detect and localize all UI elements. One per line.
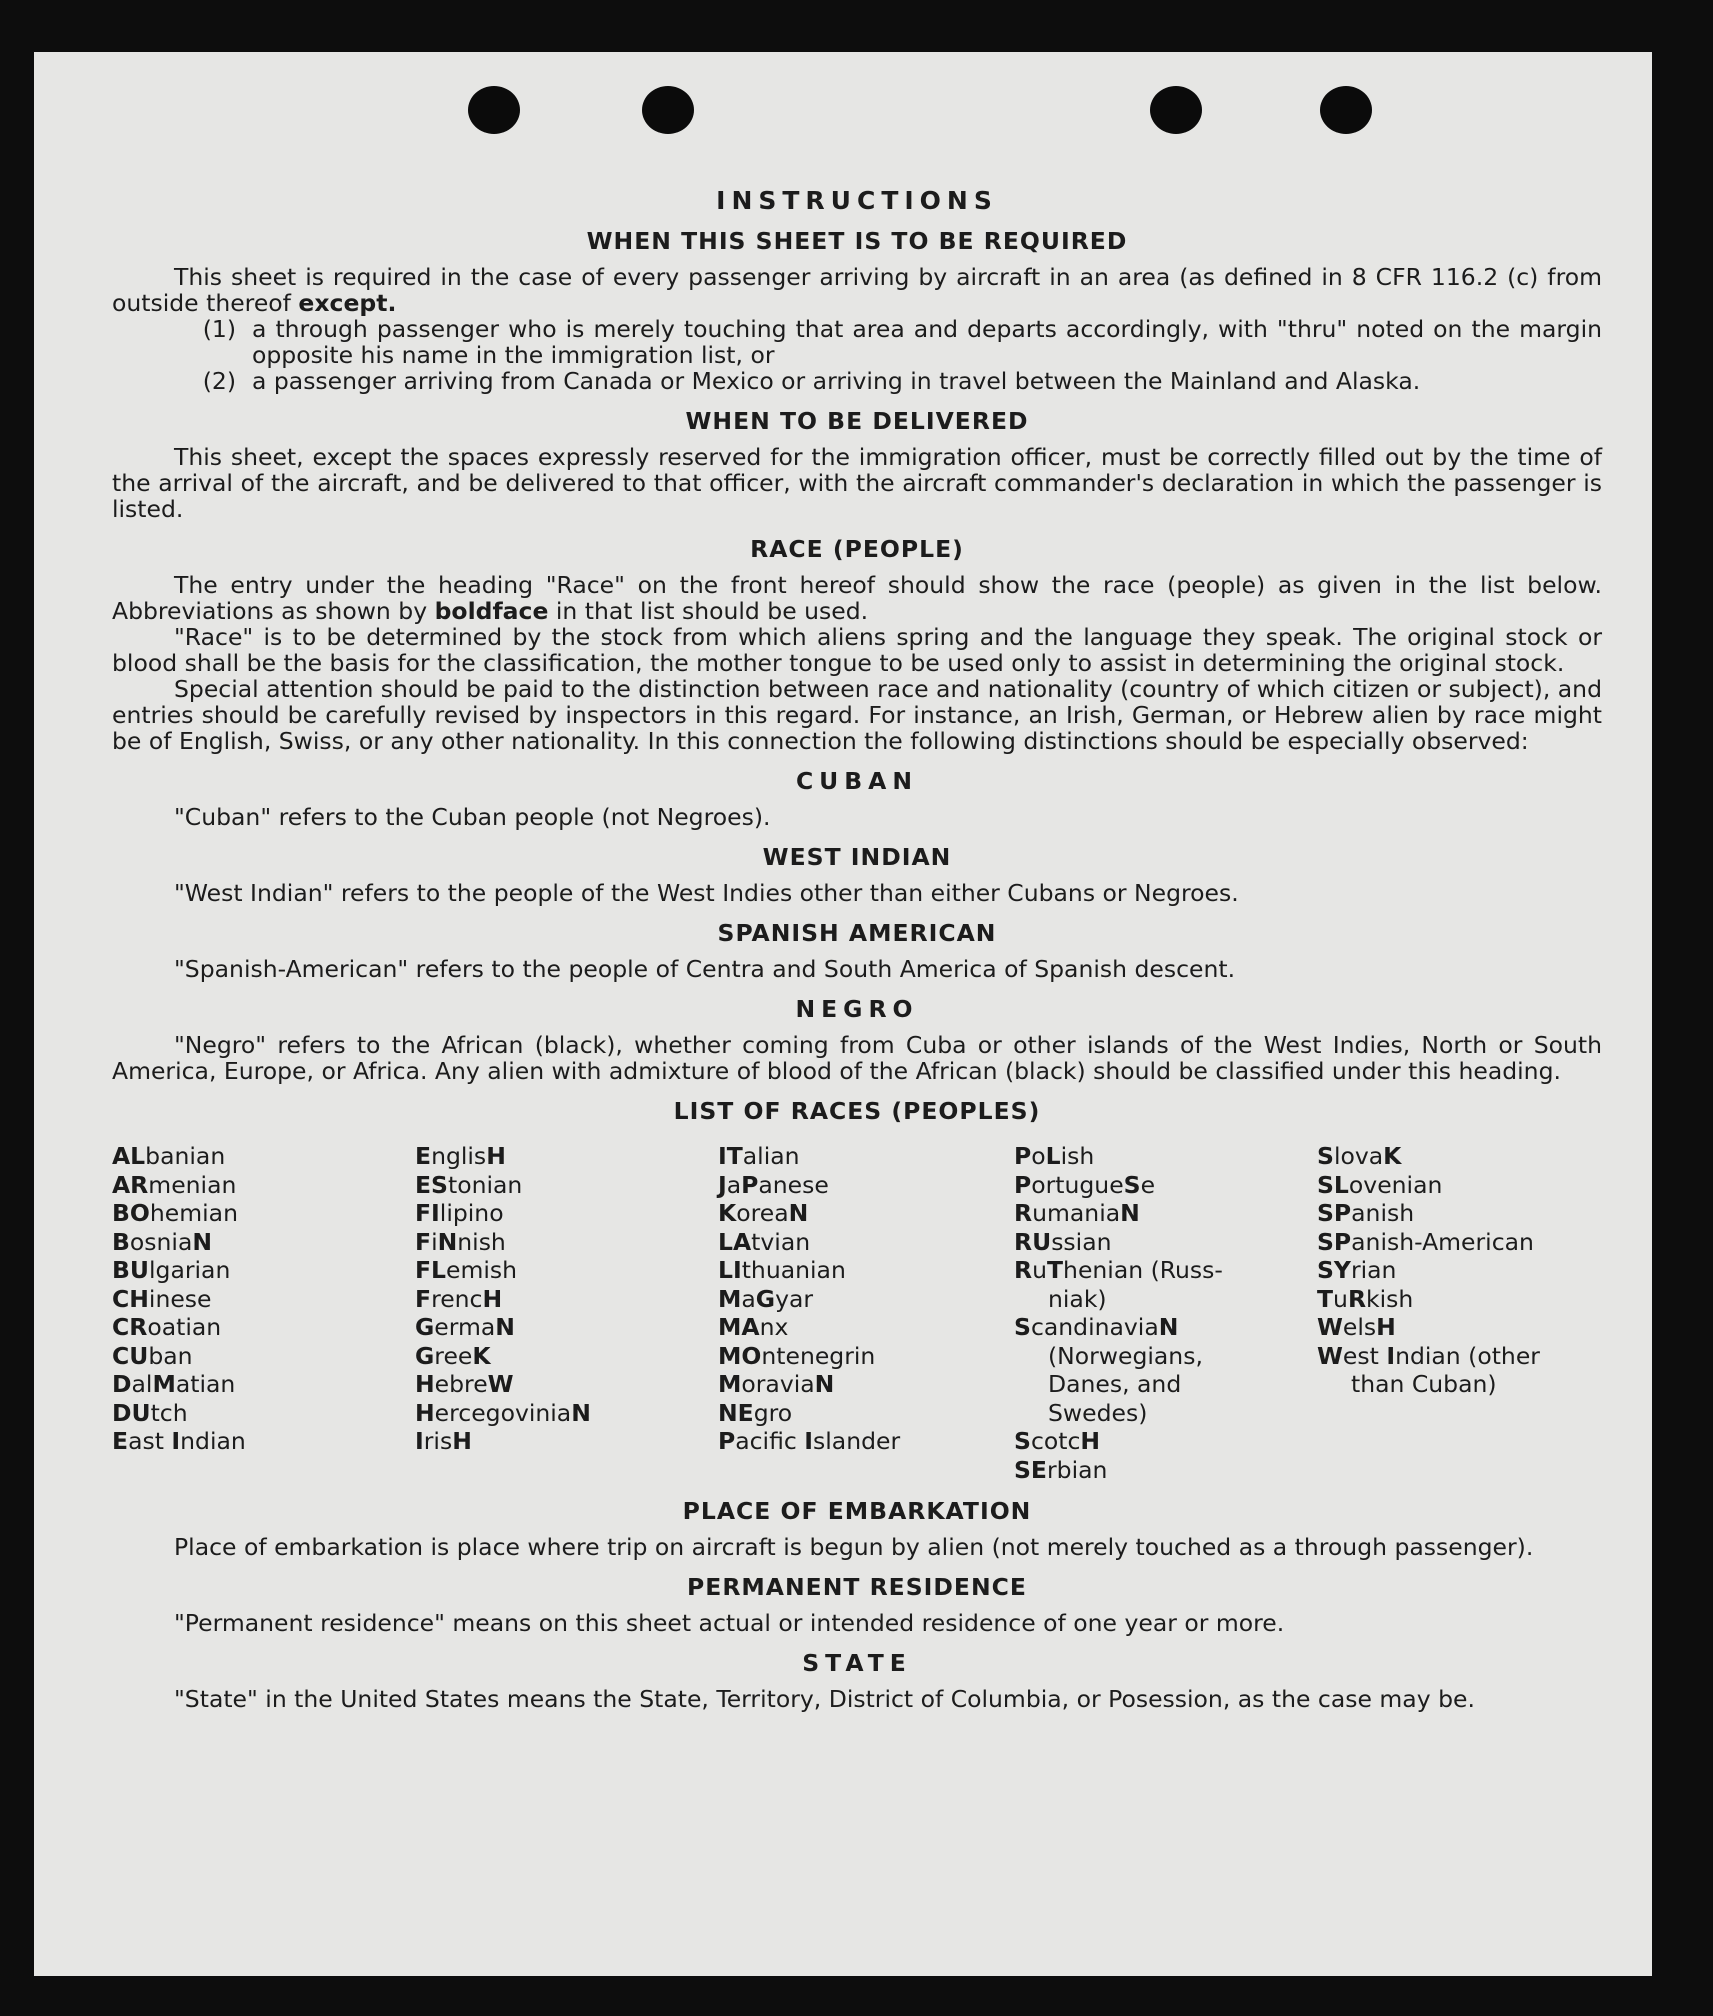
race-entry: SYrian bbox=[1317, 1256, 1397, 1284]
race-entry: FrencH bbox=[415, 1284, 503, 1313]
race-entry: LAtvian bbox=[718, 1227, 811, 1256]
race-entry: (Norwegians, bbox=[1048, 1341, 1203, 1370]
race-entry: CRoatian bbox=[112, 1313, 222, 1341]
race-paragraph: "Race" is to be determined by the stock from which aliens spring and the language they speak. The original stock or blood shall be the basis for the classification, the mother tongue to be used only to assist in determining the original stock. bbox=[112, 623, 1602, 677]
race-column bbox=[1014, 1142, 1317, 1484]
race-entry: Danes, and bbox=[1048, 1370, 1182, 1398]
heading-negro: NEGRO bbox=[795, 995, 919, 1023]
race-entry: FiNnish bbox=[415, 1227, 506, 1256]
race-entry: WelsH bbox=[1317, 1313, 1396, 1341]
race-entry: HebreW bbox=[415, 1370, 514, 1398]
race-entry: than Cuban) bbox=[1351, 1370, 1497, 1398]
punch-hole bbox=[468, 86, 520, 134]
race-entry: GreeK bbox=[415, 1341, 491, 1370]
race-column bbox=[718, 1142, 1014, 1484]
residence-text: "Permanent residence" means on this sheet actual or intended residence of one year or more. bbox=[174, 1609, 1285, 1637]
heading-state: STATE bbox=[802, 1649, 912, 1677]
race-entry: LIthuanian bbox=[718, 1256, 846, 1284]
race-entry: DUtch bbox=[112, 1398, 188, 1427]
heading-embarkation: PLACE OF EMBARKATION bbox=[682, 1497, 1032, 1525]
race-entry: Swedes) bbox=[1048, 1398, 1148, 1427]
race-entry: PoLish bbox=[1014, 1142, 1095, 1170]
required-item: (2) a passenger arriving from Canada or Mexico or arriving in travel between the Mainland and Alaska. bbox=[202, 367, 1421, 395]
race-entry: SPanish bbox=[1317, 1199, 1415, 1227]
heading-required: WHEN THIS SHEET IS TO BE REQUIRED bbox=[586, 227, 1128, 255]
race-entry: KoreaN bbox=[718, 1199, 809, 1227]
west-indian-text: "West Indian" refers to the people of the West Indies other than either Cubans or Negroes. bbox=[174, 879, 1239, 907]
embarkation-text: Place of embarkation is place where trip on aircraft is begun by alien (not merely touched as a through passenger). bbox=[174, 1533, 1534, 1561]
cuban-text: "Cuban" refers to the Cuban people (not Negroes). bbox=[174, 803, 771, 831]
instructions-content bbox=[112, 188, 1602, 1712]
punch-hole bbox=[1320, 86, 1372, 134]
race-entry: RUssian bbox=[1014, 1227, 1112, 1256]
page-title: INSTRUCTIONS bbox=[716, 186, 998, 215]
race-column bbox=[415, 1142, 718, 1484]
heading-residence: PERMANENT RESIDENCE bbox=[687, 1573, 1027, 1601]
race-entry: ITalian bbox=[718, 1142, 800, 1170]
race-entry: DalMatian bbox=[112, 1370, 236, 1398]
race-entry: Pacific Islander bbox=[718, 1427, 901, 1455]
delivered-text: This sheet, except the spaces expressly reserved for the immigration officer, must be correctly filled out by the time of the arrival of the aircraft, and be delivered to that officer, with the aircraft commander's declaration in which the passenger is listed. bbox=[112, 443, 1602, 523]
race-entry: SPanish-American bbox=[1317, 1227, 1534, 1256]
race-paragraph: Special attention should be paid to the distinction between race and nationality (country of which citizen or subject), and entries should be carefully revised by inspectors in this regard. For instance, an Irish, German, or Hebrew alien by race might be of English, Swiss, or any other nationality. In this connection the following distinctions should be especially observed: bbox=[112, 675, 1602, 755]
heading-list-of-races: LIST OF RACES (PEOPLES) bbox=[673, 1097, 1041, 1125]
race-paragraph: The entry under the heading "Race" on the front hereof should show the race (people) as given in the list below. Abbreviations as shown by boldface in that list should be used. bbox=[112, 571, 1602, 625]
race-column bbox=[1317, 1142, 1602, 1484]
race-entry: ScotcH bbox=[1014, 1427, 1101, 1455]
race-entry: SLovenian bbox=[1317, 1170, 1443, 1199]
race-entry: FIlipino bbox=[415, 1199, 504, 1227]
race-entry: RumaniaN bbox=[1014, 1199, 1140, 1227]
heading-race: RACE (PEOPLE) bbox=[750, 535, 964, 563]
race-entry: BosniaN bbox=[112, 1227, 213, 1256]
race-entry: SErbian bbox=[1014, 1455, 1108, 1484]
negro-text: "Negro" refers to the African (black), whether coming from Cuba or other islands of the West Indies, North or South America, Europe, or Africa. Any alien with admixture of blood of the African (black) should be classified under this heading. bbox=[112, 1031, 1602, 1085]
race-entry: BUlgarian bbox=[112, 1256, 231, 1284]
race-column bbox=[112, 1142, 415, 1484]
heading-west-indian: WEST INDIAN bbox=[762, 843, 952, 871]
required-text: This sheet is required in the case of every passenger arriving by aircraft in an area (as defined in 8 CFR 116.2 (c) from outside thereof except. bbox=[112, 263, 1602, 317]
heading-cuban: CUBAN bbox=[795, 767, 919, 795]
race-entry: MaGyar bbox=[718, 1284, 814, 1313]
punch-hole bbox=[642, 86, 694, 134]
race-entry: JaPanese bbox=[718, 1170, 829, 1199]
race-entry: GermaN bbox=[415, 1313, 515, 1341]
race-entry: CHinese bbox=[112, 1284, 212, 1313]
punch-hole bbox=[1150, 86, 1202, 134]
race-list bbox=[112, 1142, 1602, 1484]
race-entry: niak) bbox=[1048, 1284, 1107, 1313]
race-entry: BOhemian bbox=[112, 1199, 238, 1227]
race-entry: EStonian bbox=[415, 1170, 523, 1199]
race-entry: West Indian (other bbox=[1317, 1341, 1540, 1370]
race-entry: TuRkish bbox=[1317, 1284, 1414, 1313]
race-entry: ALbanian bbox=[112, 1142, 226, 1170]
heading-spanish-american: SPANISH AMERICAN bbox=[717, 919, 997, 947]
race-entry: FLemish bbox=[415, 1256, 518, 1284]
state-text: "State" in the United States means the State, Territory, District of Columbia, or Posession, as the case may be. bbox=[174, 1685, 1475, 1713]
race-entry: PortugueSe bbox=[1014, 1170, 1156, 1199]
race-entry: MoraviaN bbox=[718, 1370, 835, 1398]
spanish-american-text: "Spanish-American" refers to the people of Centra and South America of Spanish descent. bbox=[174, 955, 1236, 983]
race-entry: ScandinaviaN bbox=[1014, 1313, 1179, 1341]
heading-delivered: WHEN TO BE DELIVERED bbox=[685, 407, 1029, 435]
race-entry: CUban bbox=[112, 1341, 193, 1370]
race-entry: IrisH bbox=[415, 1427, 472, 1455]
race-entry: EnglisH bbox=[415, 1142, 506, 1170]
race-entry: HercegoviniaN bbox=[415, 1398, 591, 1427]
form-sheet bbox=[34, 52, 1652, 1976]
race-entry: RuThenian (Russ- bbox=[1014, 1256, 1223, 1284]
race-entry: East Indian bbox=[112, 1427, 246, 1455]
required-item: (1) a through passenger who is merely touching that area and departs accordingly, with "thru" noted on the margin opposite his name in the immigration list, or bbox=[202, 315, 1602, 369]
race-entry: MOntenegrin bbox=[718, 1341, 876, 1370]
race-entry: NEgro bbox=[718, 1398, 793, 1427]
race-entry: MAnx bbox=[718, 1313, 789, 1341]
race-entry: ARmenian bbox=[112, 1170, 237, 1199]
race-entry: SlovaK bbox=[1317, 1142, 1402, 1170]
